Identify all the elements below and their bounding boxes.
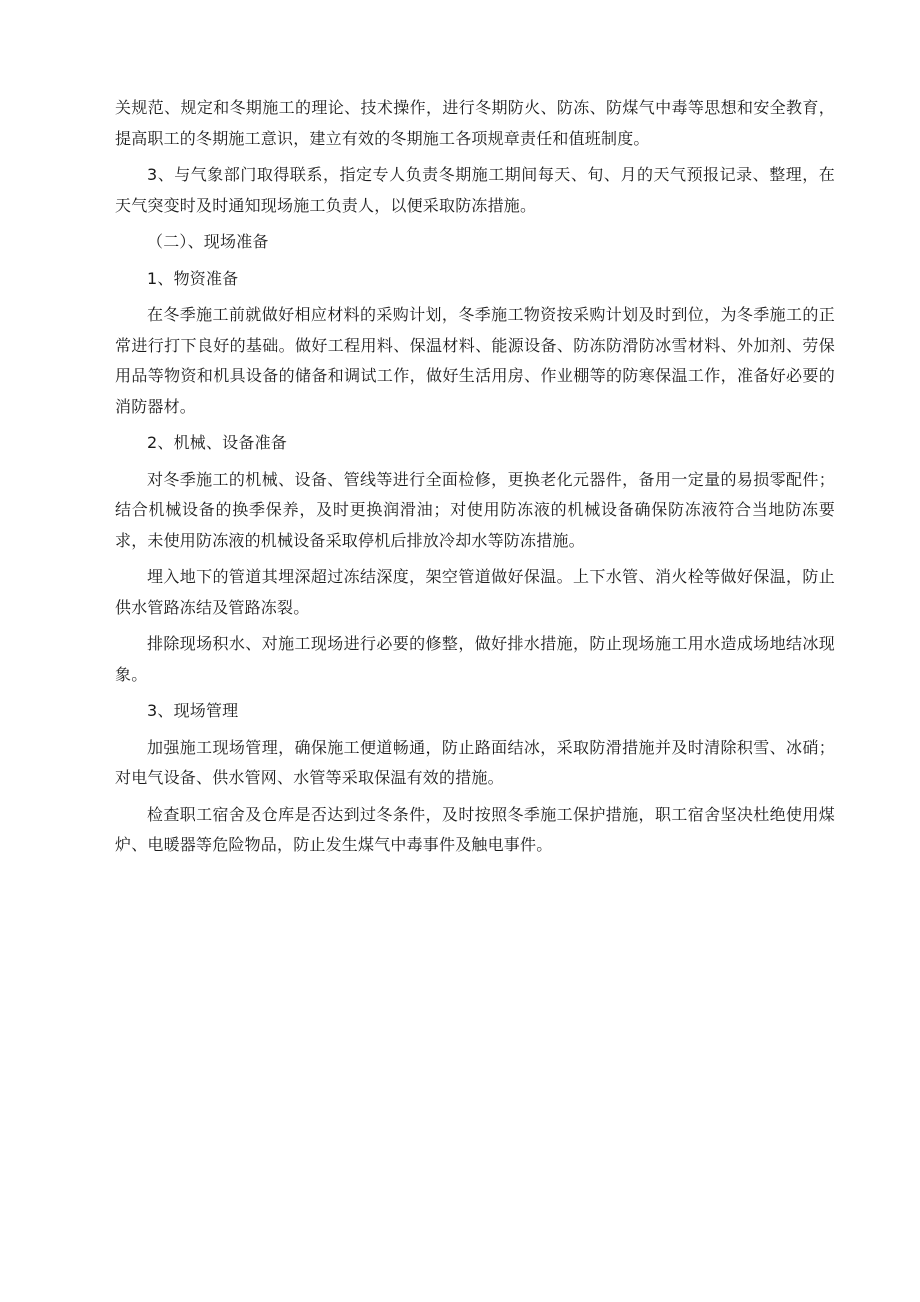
subsection-heading: 2、机械、设备准备	[147, 433, 287, 452]
document-body	[115, 93, 835, 867]
paragraph: 检查职工宿舍及仓库是否达到过冬条件，及时按照冬季施工保护措施，职工宿舍坚决杜绝使用煤炉、电暖器等危险物品，防止发生煤气中毒事件及触电事件。	[115, 804, 835, 854]
paragraph: 加强施工现场管理，确保施工便道畅通，防止路面结冰，采取防滑措施并及时清除积雪、冰硝；对电气设备、供水管网、水管等采取保温有效的措施。	[115, 737, 835, 787]
subsection-heading: 3、现场管理	[147, 701, 239, 720]
paragraph: 3、与气象部门取得联系，指定专人负责冬期施工期间每天、旬、月的天气预报记录、整理，在天气突变时及时通知现场施工负责人，以便采取防冻措施。	[115, 165, 835, 215]
subsection-heading: 1、物资准备	[147, 268, 239, 288]
paragraph: 关规范、规定和冬期施工的理论、技术操作，进行冬期防火、防冻、防煤气中毒等思想和安全教育，提高职工的冬期施工意识，建立有效的冬期施工各项规章责任和值班制度。	[115, 98, 835, 148]
paragraph: 排除现场积水、对施工现场进行必要的修整，做好排水措施，防止现场施工用水造成场地结冰现象。	[115, 634, 835, 684]
section-heading: （二）、现场准备	[147, 232, 269, 251]
paragraph: 埋入地下的管道其埋深超过冻结深度，架空管道做好保温。上下水管、消火栓等做好保温，防止供水管路冻结及管路冻裂。	[115, 567, 835, 617]
paragraph: 对冬季施工的机械、设备、管线等进行全面检修，更换老化元器件，备用一定量的易损零配件；结合机械设备的换季保养，及时更换润滑油；对使用防冻液的机械设备确保防冻液符合当地防冻要求，未使用防冻液的机械设备采取停机后排放冷却水等防冻措施。	[115, 469, 835, 550]
paragraph: 在冬季施工前就做好相应材料的采购计划，冬季施工物资按采购计划及时到位，为冬季施工的正常进行打下良好的基础。做好工程用料、保温材料、能源设备、防冻防滑防冰雪材料、外加剂、劳保用品等物资和机具设备的储备和调试工作，做好生活用房、作业棚等的防寒保温工作，准备好必要的消防器材。	[115, 305, 835, 416]
